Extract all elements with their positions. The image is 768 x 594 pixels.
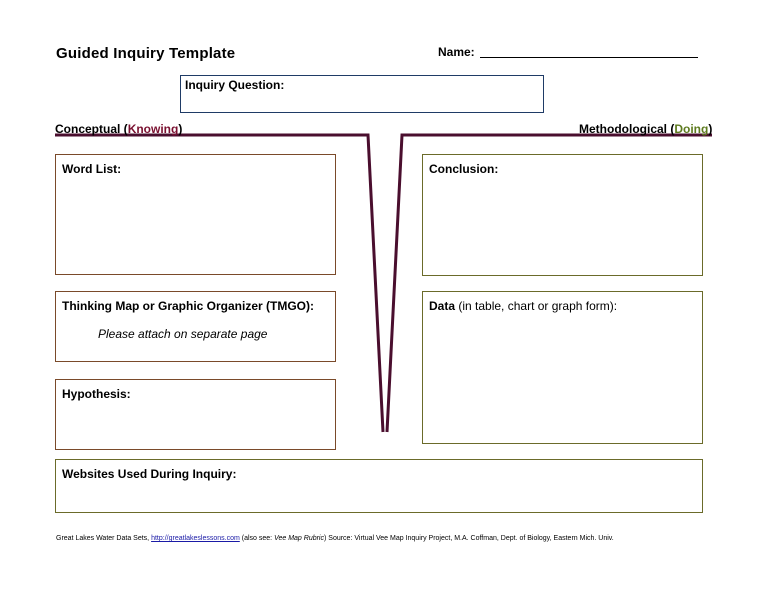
data-box[interactable] (422, 291, 703, 444)
data-label-wrap (429, 299, 617, 313)
conclusion-label: Conclusion: (429, 162, 499, 176)
websites-box[interactable] (55, 459, 703, 513)
tmgo-note: Please attach on separate page (98, 327, 268, 341)
data-note: (in table, chart or graph form): (458, 299, 618, 313)
footer-rubric: Vee Map Rubric (274, 535, 324, 542)
footer-link[interactable]: http://greatlakeslessons.com (151, 535, 240, 542)
hypothesis-box[interactable] (55, 379, 336, 450)
tmgo-box[interactable] (55, 291, 336, 362)
footer-source: ) Source: Virtual Vee Map Inquiry Project, M.A. Coffman, Dept. of Biology, Eastern Mich. Univ. (324, 535, 614, 542)
name-field-line[interactable] (480, 57, 698, 58)
knowing-text: Knowing (127, 122, 179, 136)
word-list-label: Word List: (62, 162, 122, 176)
footer-citation (56, 535, 614, 542)
conceptual-label: Conceptual (Knowing) (55, 122, 183, 136)
methodological-label: Methodological (Doing) (579, 122, 713, 136)
conclusion-box[interactable] (422, 154, 703, 276)
data-label: Data (429, 299, 456, 313)
doing-text: Doing (674, 122, 709, 136)
methodological-text: Methodological (579, 122, 667, 136)
footer-also-see: (also see: (241, 535, 273, 542)
conceptual-text: Conceptual (55, 122, 121, 136)
tmgo-label: Thinking Map or Graphic Organizer (TMGO): (62, 299, 315, 313)
hypothesis-label: Hypothesis: (62, 387, 131, 401)
inquiry-question-box[interactable] (180, 75, 544, 113)
footer-prefix: Great Lakes Water Data Sets, (56, 535, 150, 542)
page-title: Guided Inquiry Template (56, 45, 236, 62)
name-label: Name: (438, 45, 475, 59)
websites-label: Websites Used During Inquiry: (62, 467, 237, 481)
inquiry-question-label: Inquiry Question: (185, 78, 285, 92)
word-list-box[interactable] (55, 154, 336, 275)
